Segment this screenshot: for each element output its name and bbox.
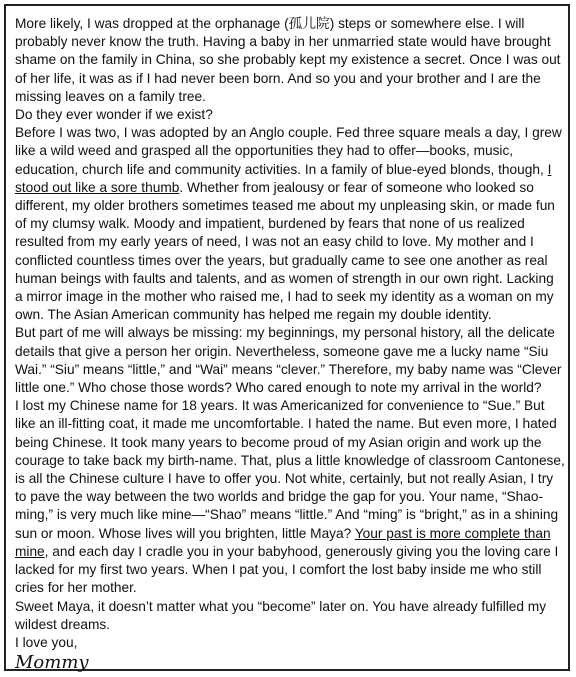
underlined-past-complete: Your past is more complete than mine <box>15 525 551 559</box>
paragraph-sweet-maya: Sweet Maya, it doesn’t matter what you “become” later on. You have already fulfilled my wildest dreams. <box>15 598 547 632</box>
adoption-text-start: Before I was two, I was adopted by an Anglo couple. Fed three square meals a day, I grew like a wild weed and grasped all the opportunities they had to offer—books, music, education, church life and community activities. In a family of blue-eyed blonds, though, <box>15 125 562 177</box>
chinese-name-text-start: I lost my Chinese name for 18 years. It was Americanized for convenience to “Sue.” But like an ill-fitting coat, it made me uncomfortable. I hated the name. But even more, I hated being Chinese. It took many years to become proud of my Asian origin and work up the courage to take back my birth-name. That, plus a little knowledge of classroom Cantonese, is all the Chinese culture I have to offer you. Not white, certainly, but not really Asian, I try to pave the way between the two worlds and bridge the gap for you. Your name, “Shao-ming,” is very much like mine—“Shao” means “little.” And “ming” is “bright,” as in a shining sun or moon. Whose lives will you brighten, little Maya? <box>15 398 565 541</box>
paragraph-adoption <box>15 124 565 324</box>
underlined-sore-thumb: I stood out like a sore thumb <box>15 161 552 195</box>
letter-body <box>15 15 565 674</box>
chinese-name-text-end: , and each day I cradle you in your babyhood, generously giving you the loving care I lacked for my first two years. When I pat you, I comfort the lost baby inside me who still cries for her mother. <box>15 543 559 596</box>
paragraph-question: Do they ever wonder if we exist? <box>15 107 213 123</box>
paragraph-missing-part: But part of me will always be missing: my beginnings, my personal history, all the delicate details that give a person her origin. Nevertheless, someone gave me a lucky name “Siu Wai.” “Siu” means “little,” and “Wai” means “clever.” Therefore, my baby name was “Clever little one.” Who chose those words? Who cared enough to note my arrival in the world? <box>15 325 562 396</box>
page-frame <box>4 4 570 674</box>
signature: Mommy <box>15 652 89 674</box>
paragraph-chinese-name <box>15 397 565 597</box>
closing-line: I love you, <box>15 634 78 650</box>
adoption-text-end: . Whether from jealousy or fear of someone who looked so different, my older brothers sometimes teased me about my unpleasing skin, or made fun of my clumsy walk. Moody and impatient, burdened by fears that none of us realized resulted from my early years of need, I was not an easy child to love. My mother and I conflicted countless times over the years, but gradually came to see one another as real human beings with faults and talents, and as women of strength in our own right. Lacking a mirror image in the mother who raised me, I had to seek my identity as a woman on my own. The Asian American community has helped me regain my double identity. <box>15 179 555 323</box>
paragraph-orphanage: More likely, I was dropped at the orphanage (孤儿院) steps or somewhere else. I will probably never know the truth. Having a baby in her unmarried state would have brought shame on the family in China, so she probably kept my existence a secret. Once I was out of her life, it was as if I had never been born. And so you and your brother and I are the missing leaves on a family tree. <box>15 16 561 104</box>
